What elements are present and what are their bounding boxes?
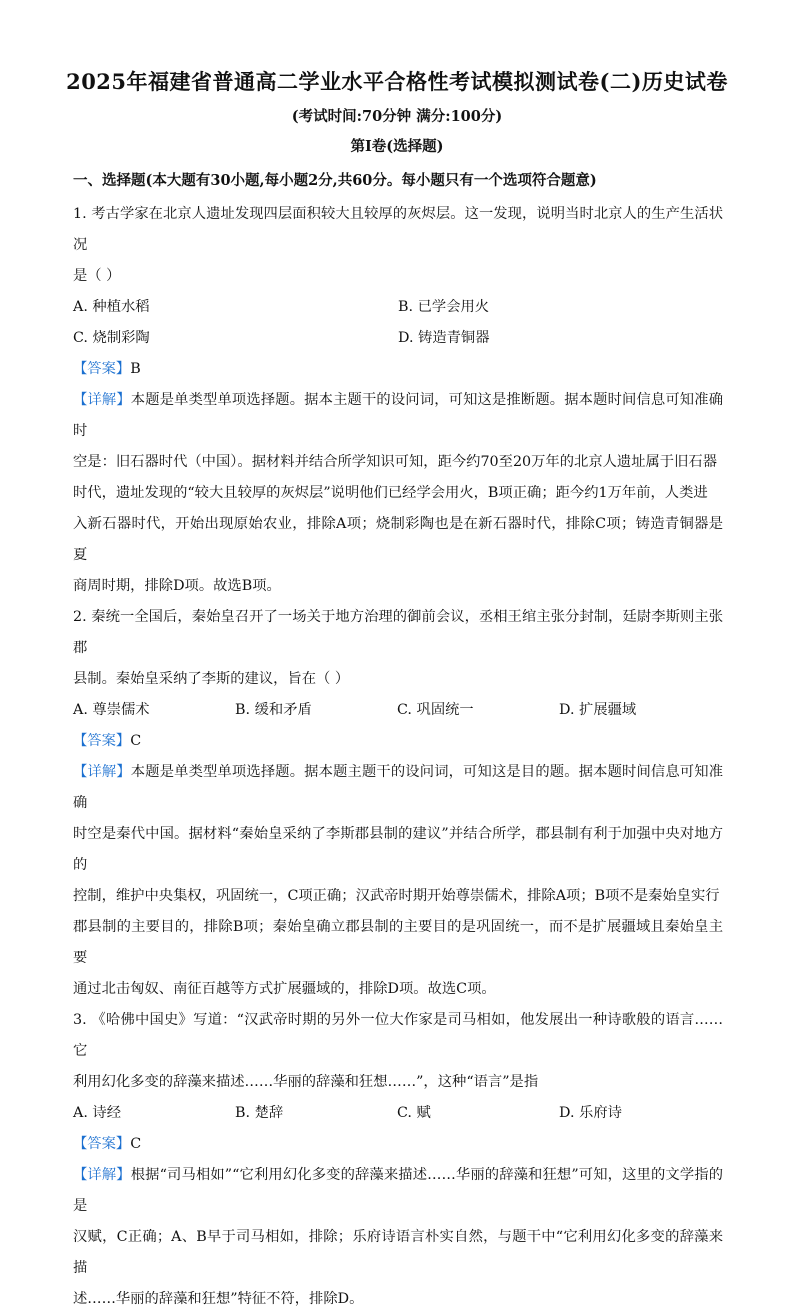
detail-line: 入新石器时代，开始出现原始农业，排除A项；烧制彩陶也是在新石器时代，排除C项；铸造青铜器是夏 — [73, 516, 723, 563]
detail-text: 本题是单类型单项选择题。据本主题干的设问词，可知这是推断题。据本题时间信息可知准确时 — [73, 392, 724, 439]
option-c: C. 烧制彩陶 — [73, 330, 150, 346]
answer-label: 【答案】 — [73, 733, 131, 749]
page-title: 2025年福建省普通高二学业水平合格性考试模拟测试卷(二)历史试卷 — [66, 69, 728, 94]
answer-value: C — [130, 733, 142, 749]
answer-line — [73, 354, 723, 385]
options-row — [73, 323, 723, 354]
option-b: B. 已学会用火 — [398, 299, 490, 315]
question-stem-line: 县制。秦始皇采纳了李斯的建议，旨在（ ） — [73, 671, 350, 687]
detail-line — [73, 757, 723, 819]
option-b: B. 楚辞 — [235, 1105, 284, 1121]
detail-line: 时空是秦代中国。据材料“秦始皇采纳了李斯郡县制的建议”并结合所学，郡县制有利于加强中央对地方的 — [73, 826, 723, 873]
question-stem-line: 3. 《哈佛中国史》写道：“汉武帝时期的另外一位大作家是司马相如，他发展出一种诗歌般的语言……它 — [73, 1012, 723, 1059]
section-heading: 一、选择题(本大题有30小题,每小题2分,共60分。每小题只有一个选项符合题意) — [73, 172, 597, 189]
detail-line: 时代，遗址发现的“较大且较厚的灰烬层”说明他们已经学会用火，B项正确；距今约1万年前，人类进 — [73, 485, 708, 501]
option-d: D. 乐府诗 — [559, 1105, 622, 1121]
answer-label: 【答案】 — [73, 361, 131, 377]
volume-heading: 第Ⅰ卷(选择题) — [350, 138, 444, 155]
detail-label: 【详解】 — [73, 392, 131, 408]
answer-value: B — [130, 361, 141, 377]
option-c: C. 巩固统一 — [397, 702, 474, 718]
detail-line: 控制，维护中央集权，巩固统一，C项正确；汉武帝时期开始尊崇儒术，排除A项；B项不是秦始皇实行 — [73, 888, 720, 904]
option-d: D. 铸造青铜器 — [398, 330, 490, 346]
question-1 — [73, 199, 723, 602]
question-stem-line: 1. 考古学家在北京人遗址发现四层面积较大且较厚的灰烬层。这一发现，说明当时北京人的生产生活状况 — [73, 206, 723, 253]
question-stem-line: 是（ ） — [73, 268, 121, 284]
option-a: A. 诗经 — [73, 1105, 122, 1121]
detail-line — [73, 1160, 723, 1222]
option-d: D. 扩展疆域 — [559, 702, 637, 718]
question-2 — [73, 602, 723, 1005]
option-a: A. 种植水稻 — [73, 299, 150, 315]
detail-line: 通过北击匈奴、南征百越等方式扩展疆域的，排除D项。故选C项。 — [73, 981, 496, 997]
options-row — [73, 1098, 723, 1129]
detail-line: 述……华丽的辞藻和狂想”特征不符，排除D。 — [73, 1291, 364, 1307]
detail-label: 【详解】 — [73, 764, 131, 780]
answer-label: 【答案】 — [73, 1136, 131, 1152]
question-list — [73, 199, 723, 1315]
detail-text: 本题是单类型单项选择题。据本题主题干的设问词，可知这是目的题。据本题时间信息可知准确 — [73, 764, 724, 811]
question-stem-line: 2. 秦统一全国后，秦始皇召开了一场关于地方治理的御前会议，丞相王绾主张分封制，廷尉李斯则主张郡 — [73, 609, 723, 656]
option-a: A. 尊崇儒术 — [73, 702, 150, 718]
detail-line: 郡县制的主要目的，排除B项；秦始皇确立郡县制的主要目的是巩固统一，而不是扩展疆域且秦始皇主要 — [73, 919, 723, 966]
answer-line — [73, 1129, 723, 1160]
detail-line: 空是：旧石器时代（中国）。据材料并结合所学知识可知，距今约70至20万年的北京人遗址属于旧石器 — [73, 454, 717, 470]
answer-line — [73, 726, 723, 757]
option-c: C. 赋 — [397, 1105, 431, 1121]
answer-value: C — [130, 1136, 142, 1152]
exam-time-info: (考试时间:70分钟 满分:100分) — [291, 108, 503, 125]
options-row — [73, 292, 723, 323]
question-stem-line: 利用幻化多变的辞藻来描述……华丽的辞藻和狂想……”，这种“语言”是指 — [73, 1074, 539, 1090]
detail-label: 【详解】 — [73, 1167, 131, 1183]
detail-line: 商周时期，排除D项。故选B项。 — [73, 578, 281, 594]
detail-text: 根据“司马相如”“它利用幻化多变的辞藻来描述……华丽的辞藻和狂想”可知，这里的文学指的是 — [73, 1167, 723, 1214]
options-row — [73, 695, 723, 726]
question-3 — [73, 1005, 723, 1315]
detail-line: 汉赋，C正确；A、B早于司马相如，排除；乐府诗语言朴实自然，与题干中“它利用幻化多变的辞藻来描 — [73, 1229, 723, 1276]
option-b: B. 缓和矛盾 — [235, 702, 312, 718]
detail-line — [73, 385, 723, 447]
